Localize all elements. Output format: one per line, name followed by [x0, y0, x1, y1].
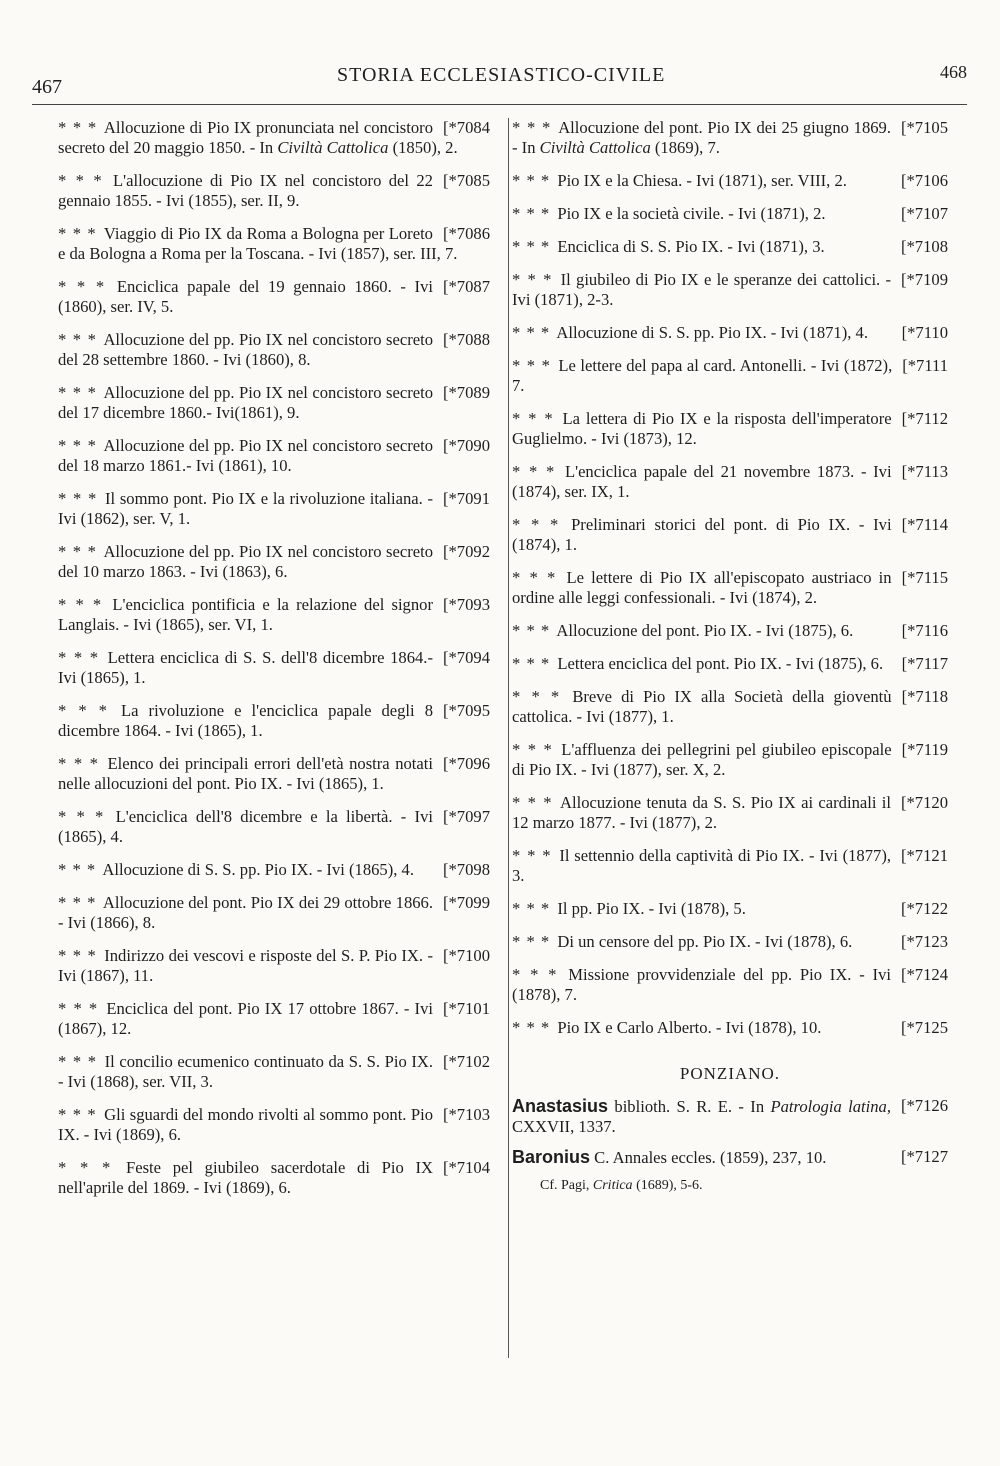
entry-stars: * * *: [512, 204, 551, 223]
entry-text: L'affluenza dei pellegrini pel giubileo episcopale di Pio IX. - Ivi (1877), ser. X, 2.: [512, 740, 892, 779]
bibliography-entry: [58, 330, 490, 370]
entry-text: Indirizzo dei vescovi e risposte del S. P. Pio IX. - Ivi (1867), 11.: [58, 946, 433, 985]
entry-ref: [*7092: [442, 542, 490, 561]
entry-text: Allocuzione del pp. Pio IX nel concistoro secreto del 18 marzo 1861.- Ivi (1861), 10.: [58, 436, 433, 475]
entry-ref: [*7106: [900, 171, 948, 190]
entry-ref: [*7119: [901, 740, 948, 759]
note-tail: (1689), 5-6.: [636, 1178, 703, 1193]
bibliography-entry: [58, 224, 490, 264]
entry-tail: (1869), 7.: [654, 138, 720, 157]
entry-text: Enciclica di S. S. Pio IX. - Ivi (1871), 3.: [557, 237, 825, 256]
bibliography-entry: [512, 1018, 948, 1038]
entry-ref: [*7116: [901, 621, 948, 640]
entry-stars: * * *: [512, 621, 551, 640]
entry-ref: [*7121: [900, 846, 948, 865]
entry-italic: Patrologia latina,: [770, 1097, 891, 1116]
entry-italic: Civiltà Cattolica: [277, 138, 389, 157]
entry-text: Allocuzione di S. S. pp. Pio IX. - Ivi (1865), 4.: [102, 860, 414, 879]
entry-text: Allocuzione del pp. Pio IX nel concistoro secreto del 10 marzo 1863. - Ivi (1863), 6.: [58, 542, 433, 581]
entry-stars: * * *: [512, 270, 553, 289]
page-number-right: 468: [940, 62, 967, 82]
entry-ref: [*7097: [442, 807, 490, 826]
entry-stars: * * *: [58, 1105, 97, 1124]
entry-ref: [*7099: [442, 893, 490, 912]
page-number-left: 467: [32, 76, 62, 98]
entry-stars: * * *: [512, 462, 556, 481]
entry-stars: * * *: [512, 409, 554, 428]
bibliography-entry: [512, 204, 948, 224]
entry-text: Allocuzione del pp. Pio IX nel concistoro secreto del 28 settembre 1860. - Ivi (1860), 8.: [58, 330, 433, 369]
entry-ref: [*7112: [901, 409, 948, 428]
page-header: [32, 58, 967, 105]
entry-text: Feste pel giubileo sacerdotale di Pio IX nell'aprile del 1869. - Ivi (1869), 6.: [58, 1158, 433, 1197]
entry-ref: [*7115: [901, 568, 948, 587]
entry-ref: [*7126: [900, 1096, 948, 1115]
entry-text: Elenco dei principali errori dell'età nostra notati nelle allocuzioni del pont. Pio IX. - Ivi (1865), 1.: [58, 754, 433, 793]
entry-ref: [*7114: [901, 515, 948, 534]
entry-ref: [*7087: [442, 277, 490, 296]
entry-stars: * * *: [512, 237, 551, 256]
entry-text: Enciclica papale del 19 gennaio 1860. - Ivi (1860), ser. IV, 5.: [58, 277, 433, 316]
author-entry: [512, 1147, 948, 1168]
entry-text: Breve di Pio IX alla Società della gioventù cattolica. - Ivi (1877), 1.: [512, 687, 892, 726]
entry-text: Allocuzione del pp. Pio IX nel concistoro secreto del 17 dicembre 1860.- Ivi(1861), 9.: [58, 383, 433, 422]
entry-stars: * * *: [58, 701, 108, 720]
bibliography-entry: [512, 740, 948, 780]
running-title: STORIA ECCLESIASTICO-CIVILE: [337, 64, 666, 86]
entry-ref: [*7095: [442, 701, 490, 720]
entry-ref: [*7111: [902, 356, 948, 375]
entry-stars: * * *: [512, 1018, 551, 1037]
bibliography-entry: [512, 237, 948, 257]
left-column: [58, 118, 490, 1211]
entry-ref: [*7085: [442, 171, 490, 190]
bibliography-entry: [58, 701, 490, 741]
entry-stars: * * *: [512, 356, 551, 375]
entry-ref: [*7102: [442, 1052, 490, 1071]
entry-text: Pio IX e la società civile. - Ivi (1871), 2.: [557, 204, 826, 223]
author-list: [512, 1096, 948, 1168]
note-prefix: Cf. Pagi,: [540, 1178, 590, 1193]
entry-ref: [*7088: [442, 330, 490, 349]
entry-ref: [*7108: [900, 237, 948, 256]
entry-stars: * * *: [512, 654, 551, 673]
bibliography-entry: [58, 383, 490, 423]
entry-stars: * * *: [58, 807, 105, 826]
entry-ref: [*7105: [900, 118, 948, 137]
entry-stars: * * *: [512, 793, 553, 812]
bibliography-entry: [58, 436, 490, 476]
entry-stars: * * *: [512, 118, 552, 137]
column-divider: [508, 118, 509, 1358]
entry-text: Pio IX e Carlo Alberto. - Ivi (1878), 10.: [557, 1018, 822, 1037]
author-name: Anastasius: [512, 1096, 609, 1116]
bibliography-entry: [58, 1158, 490, 1198]
entry-text: Allocuzione del pont. Pio IX dei 25 giugno 1869. - In: [512, 118, 891, 157]
bibliography-entry: [58, 277, 490, 317]
bibliography-entry: [512, 462, 948, 502]
entry-text: Enciclica del pont. Pio IX 17 ottobre 1867. - Ivi (1867), 12.: [58, 999, 433, 1038]
entry-ref: [*7122: [900, 899, 948, 918]
bibliography-entry: [512, 118, 948, 158]
entry-text: Viaggio di Pio IX da Roma a Bologna per Loreto e da Bologna a Roma per la Toscana. - Ivi (1857), ser. III, 7.: [58, 224, 458, 263]
entry-text: Allocuzione del pont. Pio IX dei 29 ottobre 1866. - Ivi (1866), 8.: [58, 893, 433, 932]
entry-ref: [*7109: [900, 270, 948, 289]
entry-italic: Civiltà Cattolica: [539, 138, 651, 157]
entry-ref: [*7120: [900, 793, 948, 812]
entry-stars: * * *: [512, 899, 551, 918]
entry-stars: * * *: [58, 489, 98, 508]
bibliography-entry: [58, 946, 490, 986]
bibliography-entry: [512, 568, 948, 608]
bibliography-entry: [58, 999, 490, 1039]
entry-text: Lettera enciclica di S. S. dell'8 dicembre 1864.- Ivi (1865), 1.: [58, 648, 433, 687]
entry-ref: [*7110: [901, 323, 948, 342]
entry-text: L'allocuzione di Pio IX nel concistoro del 22 gennaio 1855. - Ivi (1855), ser. II, 9.: [58, 171, 433, 210]
entry-ref: [*7093: [442, 595, 490, 614]
entry-ref: [*7094: [442, 648, 490, 667]
entry-stars: * * *: [58, 330, 97, 349]
entry-stars: * * *: [512, 323, 551, 342]
note-italic: Critica: [592, 1178, 633, 1193]
author-entry: [512, 1096, 948, 1137]
entry-tail: CXXVII, 1337.: [512, 1117, 616, 1136]
entry-text: Il sommo pont. Pio IX e la rivoluzione italiana. - Ivi (1862), ser. V, 1.: [58, 489, 433, 528]
entry-text: Lettera enciclica del pont. Pio IX. - Ivi (1875), 6.: [557, 654, 884, 673]
entry-text: Allocuzione di S. S. pp. Pio IX. - Ivi (1871), 4.: [556, 323, 868, 342]
entry-stars: * * *: [512, 687, 561, 706]
entry-ref: [*7096: [442, 754, 490, 773]
entry-ref: [*7101: [442, 999, 490, 1018]
entry-stars: * * *: [512, 568, 557, 587]
entry-stars: * * *: [512, 965, 558, 984]
entry-ref: [*7090: [442, 436, 490, 455]
bibliography-entry: [58, 860, 490, 880]
entry-stars: * * *: [58, 1158, 112, 1177]
entry-ref: [*7100: [442, 946, 490, 965]
entry-text: Il settennio della captività di Pio IX. - Ivi (1877), 3.: [512, 846, 891, 885]
entry-ref: [*7117: [901, 654, 948, 673]
entry-text: Il pp. Pio IX. - Ivi (1878), 5.: [557, 899, 746, 918]
bibliography-entry: [512, 409, 948, 449]
entry-text: Preliminari storici del pont. di Pio IX. - Ivi (1874), 1.: [512, 515, 892, 554]
entry-stars: * * *: [58, 648, 100, 667]
bibliography-entry: [58, 754, 490, 794]
entry-text: Missione provvidenziale del pp. Pio IX. - Ivi (1878), 7.: [512, 965, 891, 1004]
author-name: Baronius: [512, 1147, 591, 1167]
entry-ref: [*7089: [442, 383, 490, 402]
entry-stars: * * *: [512, 932, 551, 951]
bibliography-entry: [58, 118, 490, 158]
entry-stars: * * *: [512, 515, 560, 534]
bibliography-entry: [58, 807, 490, 847]
entry-stars: * * *: [58, 171, 103, 190]
entry-text: L'enciclica papale del 21 novembre 1873. - Ivi (1874), ser. IX, 1.: [512, 462, 892, 501]
entry-stars: * * *: [512, 171, 551, 190]
bibliography-entry: [58, 595, 490, 635]
bibliography-entry: [512, 793, 948, 833]
entry-ref: [*7113: [901, 462, 948, 481]
entry-ref: [*7103: [442, 1105, 490, 1124]
bibliography-entry: [512, 687, 948, 727]
entry-text: Di un censore del pp. Pio IX. - Ivi (1878), 6.: [557, 932, 853, 951]
entry-stars: * * *: [512, 846, 552, 865]
entry-stars: * * *: [58, 436, 97, 455]
entry-stars: * * *: [58, 277, 106, 296]
entry-text: Gli sguardi del mondo rivolti al sommo pont. Pio IX. - Ivi (1869), 6.: [58, 1105, 434, 1144]
bibliography-entry: [58, 1105, 490, 1145]
entry-stars: * * *: [58, 754, 99, 773]
entry-ref: [*7107: [900, 204, 948, 223]
entry-text: L'enciclica pontificia e la relazione del signor Langlais. - Ivi (1865), ser. VI, 1.: [58, 595, 433, 634]
bibliography-entry: [512, 621, 948, 641]
entry-stars: * * *: [58, 383, 97, 402]
bibliography-entry: [512, 356, 948, 396]
entry-ref: [*7127: [900, 1147, 948, 1166]
bibliography-entry: [512, 515, 948, 555]
bibliography-entry: [512, 270, 948, 310]
entry-tail: (1850), 2.: [392, 138, 458, 157]
bibliography-entry: [512, 171, 948, 191]
bibliography-entry: [512, 846, 948, 886]
entry-ref: [*7084: [442, 118, 490, 137]
entry-text: Le lettere di Pio IX all'episcopato austriaco in ordine alle leggi confessionali. - Ivi (1874), 2.: [512, 568, 892, 607]
entry-ref: [*7098: [442, 860, 490, 879]
entry-text: Allocuzione di Pio IX pronunciata nel concistoro secreto del 20 maggio 1850. - In: [58, 118, 433, 157]
bibliography-entry: [58, 1052, 490, 1092]
entry-text: Allocuzione tenuta da S. S. Pio IX ai cardinali il 12 marzo 1877. - Ivi (1877), 2.: [512, 793, 892, 832]
note: [540, 1178, 948, 1194]
entry-text: Le lettere del papa al card. Antonelli. - Ivi (1872), 7.: [512, 356, 893, 395]
entry-stars: * * *: [58, 999, 99, 1018]
bibliography-entry: [512, 323, 948, 343]
entry-stars: * * *: [58, 224, 97, 243]
bibliography-entry: [512, 932, 948, 952]
bibliography-entry: [58, 893, 490, 933]
entry-ref: [*7124: [900, 965, 948, 984]
bibliography-entry: [512, 654, 948, 674]
entry-stars: * * *: [512, 740, 553, 759]
entry-ref: [*7123: [900, 932, 948, 951]
entry-stars: * * *: [58, 946, 97, 965]
entry-ref: [*7086: [442, 224, 490, 243]
bibliography-entry: [58, 489, 490, 529]
section-heading: PONZIANO.: [679, 1064, 781, 1083]
entry-text: C. Annales eccles. (1859), 237, 10.: [594, 1148, 827, 1167]
entry-ref: [*7091: [442, 489, 490, 508]
bibliography-entry: [512, 899, 948, 919]
entry-stars: * * *: [58, 860, 97, 879]
entry-text: Pio IX e la Chiesa. - Ivi (1871), ser. VIII, 2.: [557, 171, 847, 190]
entry-text: L'enciclica dell'8 dicembre e la libertà. - Ivi (1865), 4.: [58, 807, 433, 846]
right-column: [512, 118, 948, 1194]
right-entries: [512, 118, 948, 1038]
entry-stars: * * *: [58, 893, 97, 912]
entry-stars: * * *: [58, 118, 98, 137]
bibliography-entry: [58, 171, 490, 211]
entry-text: Il concilio ecumenico continuato da S. S. Pio IX. - Ivi (1868), ser. VII, 3.: [58, 1052, 433, 1091]
entry-text: La lettera di Pio IX e la risposta dell'imperatore Guglielmo. - Ivi (1873), 12.: [512, 409, 892, 448]
entry-ref: [*7125: [900, 1018, 948, 1037]
entry-text: biblioth. S. R. E. - In: [614, 1097, 765, 1116]
entry-stars: * * *: [58, 595, 103, 614]
entry-text: Il giubileo di Pio IX e le speranze dei cattolici. - Ivi (1871), 2-3.: [512, 270, 891, 309]
bibliography-entry: [58, 542, 490, 582]
bibliography-entry: [512, 965, 948, 1005]
entry-ref: [*7118: [901, 687, 948, 706]
entry-stars: * * *: [58, 1052, 98, 1071]
entry-ref: [*7104: [442, 1158, 490, 1177]
bibliography-entry: [58, 648, 490, 688]
entry-stars: * * *: [58, 542, 97, 561]
entry-text: La rivoluzione e l'enciclica papale degli 8 dicembre 1864. - Ivi (1865), 1.: [58, 701, 433, 740]
entry-text: Allocuzione del pont. Pio IX. - Ivi (1875), 6.: [556, 621, 854, 640]
